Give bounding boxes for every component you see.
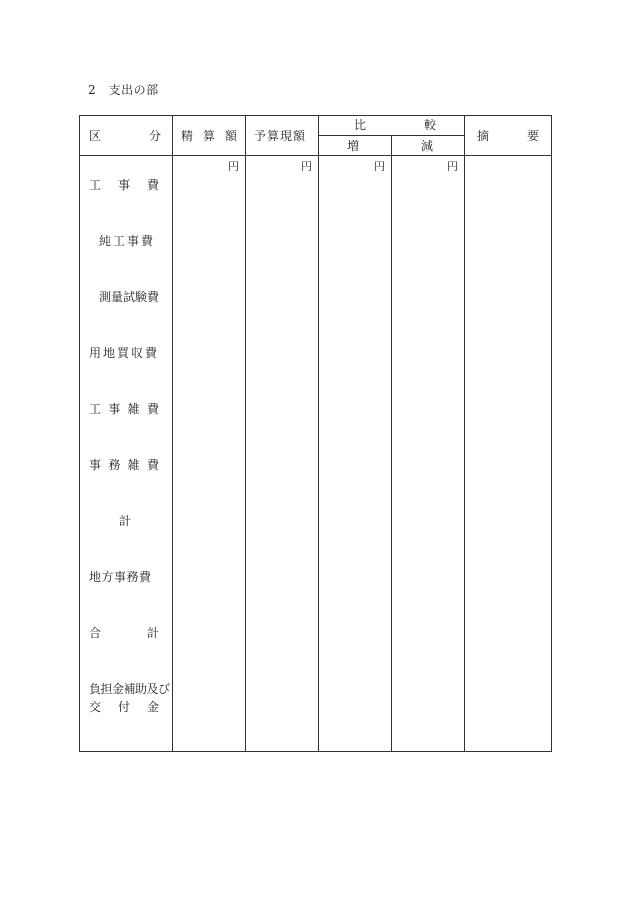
column-divider-4 [391, 135, 392, 752]
row-label-net-construction-cost: 純工事費 [99, 234, 156, 248]
header-divider [79, 155, 552, 156]
table-border-left [79, 115, 80, 752]
unit-increase: 円 [374, 160, 385, 173]
row-label-survey-test-cost: 測量試験費 [99, 290, 160, 304]
expenditure-table [79, 115, 552, 752]
column-divider-1 [172, 115, 173, 752]
table-border-right [551, 115, 552, 752]
unit-decrease: 円 [447, 160, 458, 173]
row-label-office-misc-cost: 事 務 雑 費 [89, 458, 159, 472]
row-label-grants: 交 付 金 [89, 700, 159, 714]
row-label-land-acquisition-cost: 用地買収費 [89, 346, 160, 360]
header-settled-amount: 精 算 額 [181, 129, 237, 143]
row-label-total: 合 計 [89, 626, 159, 640]
row-label-local-office-cost: 地方事務費 [89, 570, 152, 584]
row-label-contributions: 負担金補助及び [89, 682, 170, 696]
header-category: 区 分 [89, 129, 161, 143]
header-comparison: 比 較 [354, 118, 436, 132]
row-label-construction-cost: 工 事 費 [89, 178, 159, 192]
row-label-subtotal: 計 [119, 514, 132, 528]
header-decrease: 減 [421, 139, 434, 153]
column-divider-5 [464, 115, 465, 752]
header-increase: 増 [347, 139, 360, 153]
header-budget-amount: 予算現額 [254, 129, 307, 143]
column-divider-2 [245, 115, 246, 752]
table-border-top [79, 115, 552, 116]
column-divider-3 [318, 115, 319, 752]
table-border-bottom [79, 751, 552, 752]
unit-budget: 円 [301, 160, 312, 173]
row-label-construction-misc-cost: 工 事 雑 費 [89, 402, 159, 416]
section-title: 2 支出の部 [88, 83, 159, 97]
unit-settled: 円 [228, 160, 239, 173]
header-remarks: 摘 要 [477, 129, 539, 143]
